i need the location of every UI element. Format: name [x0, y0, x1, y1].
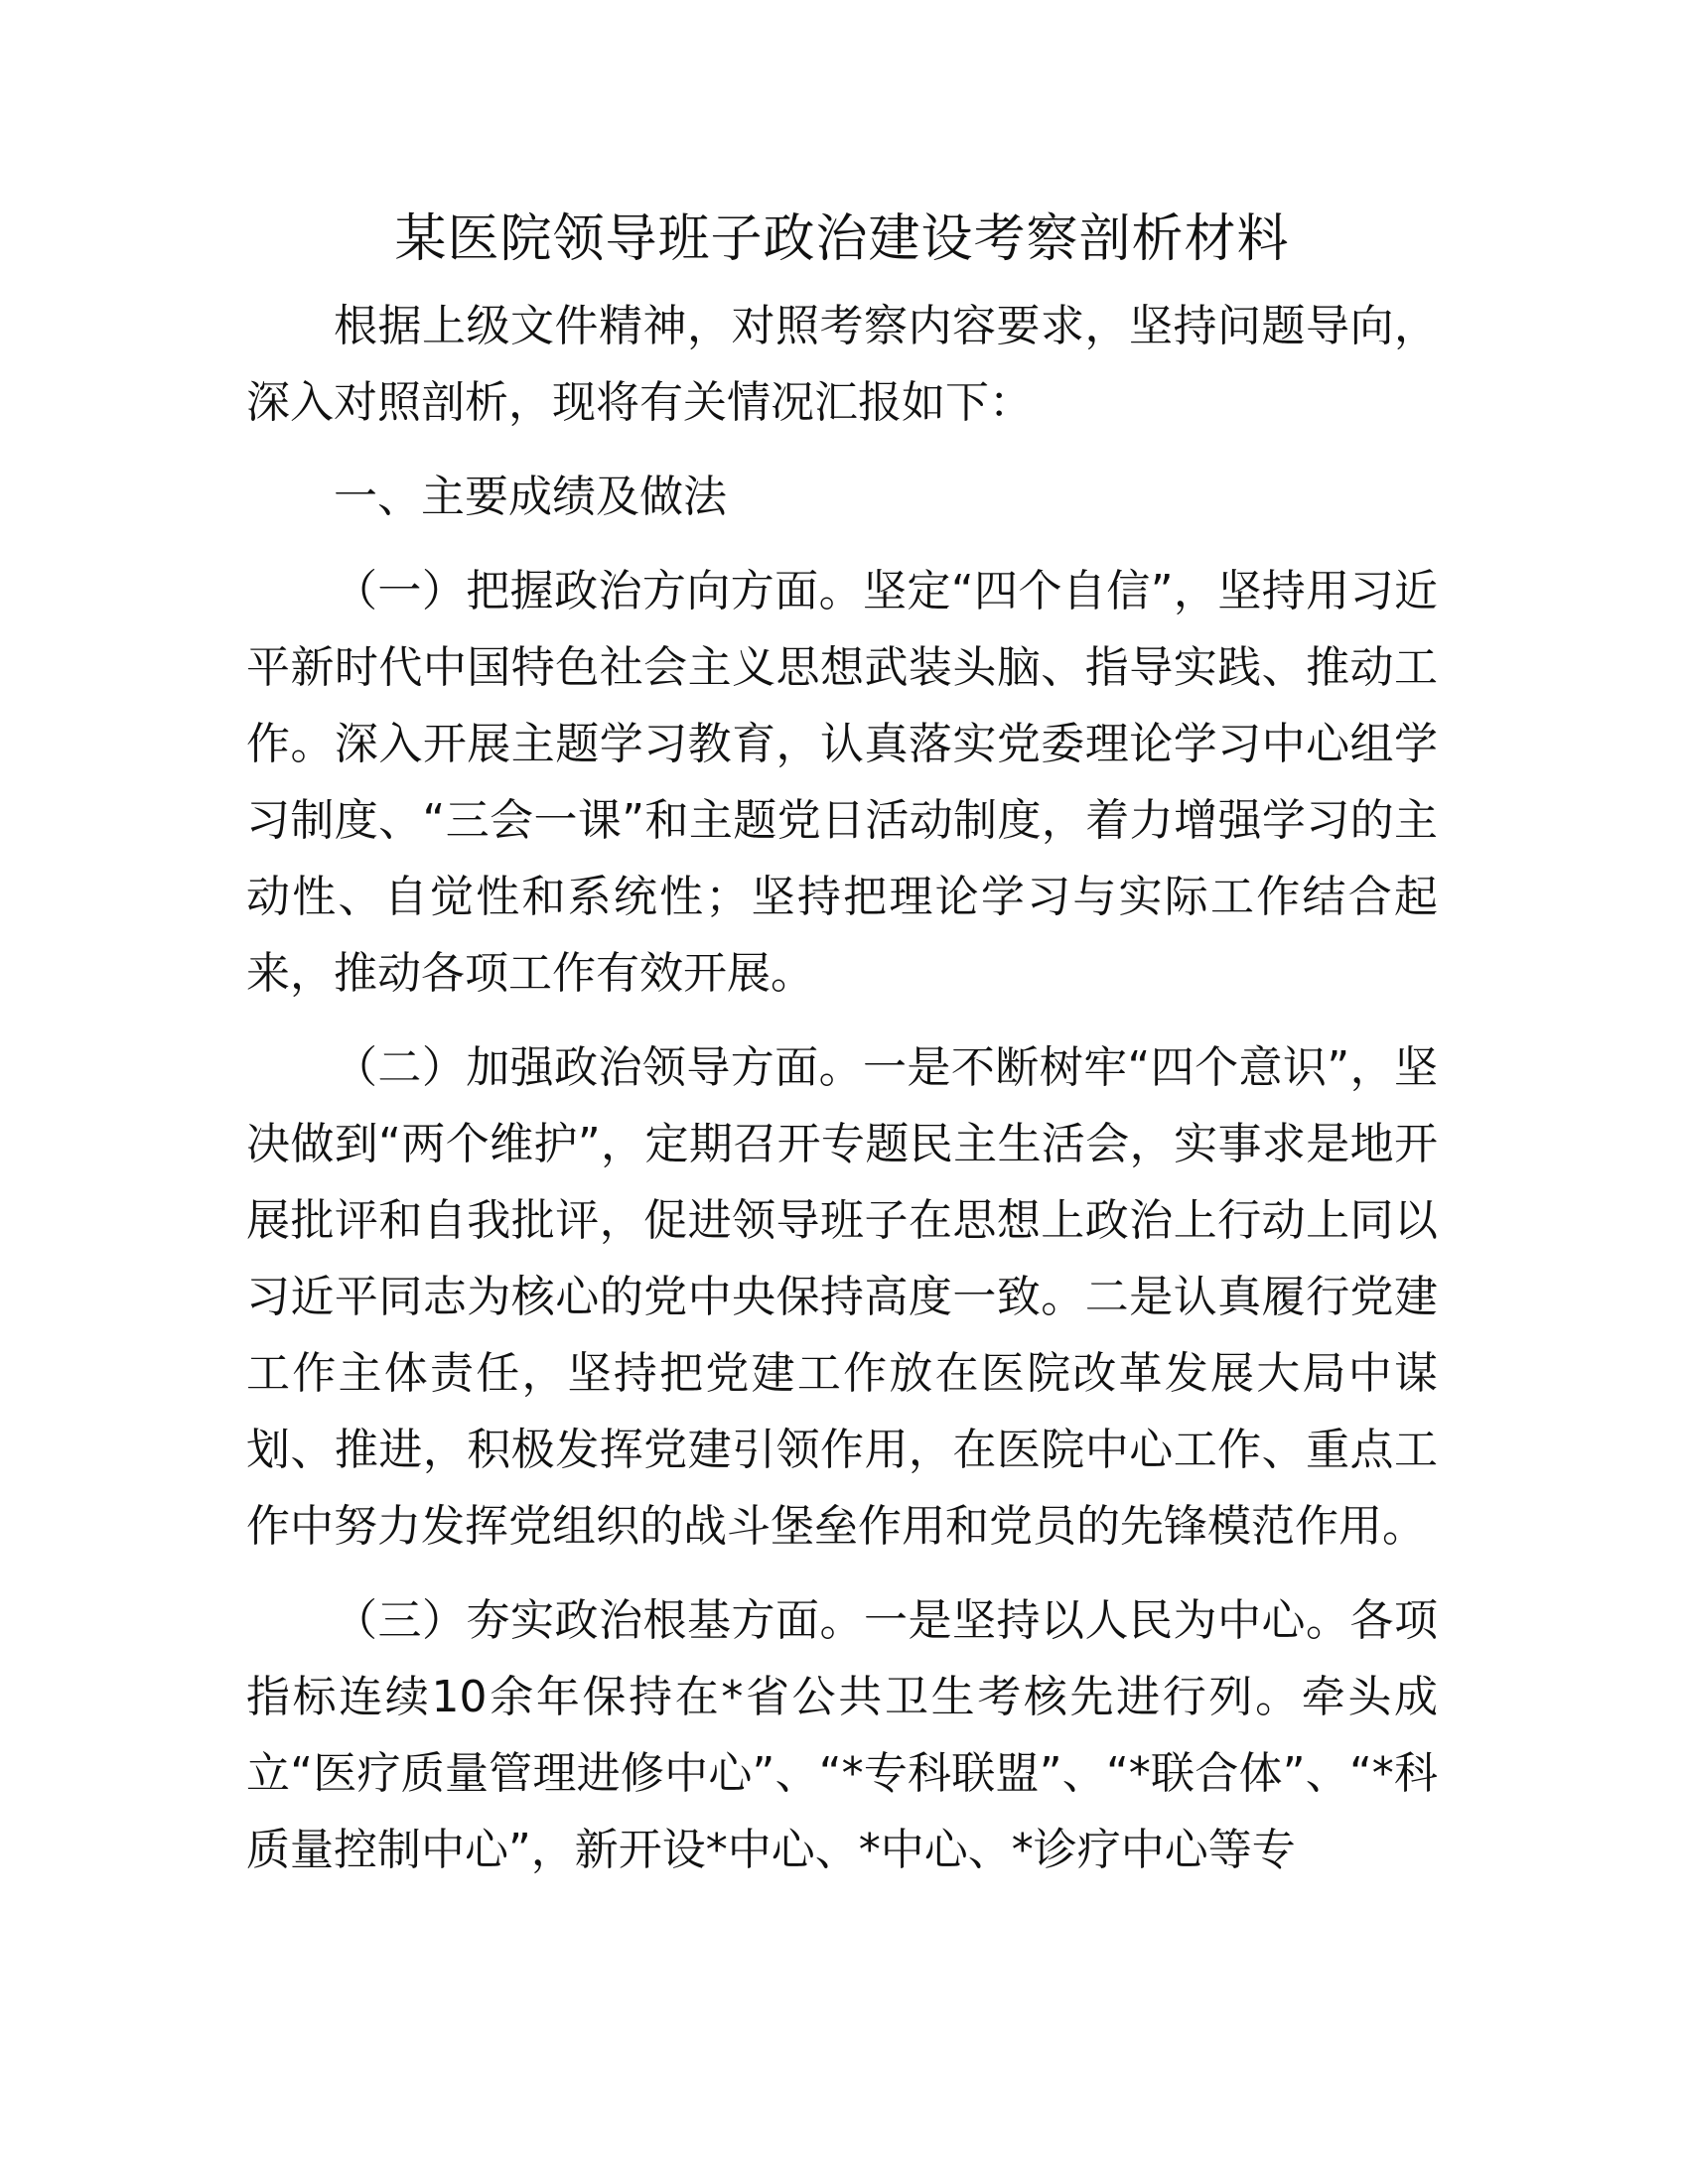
intro-paragraph: 根据上级文件精神，对照考察内容要求，坚持问题导向，深入对照剖析，现将有关情况汇报如下：	[246, 301, 1438, 428]
paragraph-political-leadership: （二）加强政治领导方面。一是不断树牢“四个意识”，坚决做到“两个维护”，定期召开专题民主生活会，实事求是地开展批评和自我批评，促进领导班子在思想上政治上行动上同以习近平同志为核心的党中央保持高度一致。二是认真履行党建工作主体责任，坚持把党建工作放在医院改革发展大局中谋划、推进，积极发挥党建引领作用，在医院中心工作、重点工作中努力发挥党组织的战斗堡垒作用和党员的先锋模范作用。	[246, 1042, 1438, 1552]
document-page	[246, 199, 1438, 1888]
paragraph-political-direction: （一）把握政治方向方面。坚定“四个自信”，坚持用习近平新时代中国特色社会主义思想武装头脑、指导实践、推动工作。深入开展主题学习教育，认真落实党委理论学习中心组学习制度、“三会一课”和主题党日活动制度，着力增强学习的主动性、自觉性和系统性；坚持把理论学习与实际工作结合起来，推动各项工作有效开展。	[246, 566, 1438, 999]
document-title: 某医院领导班子政治建设考察剖析材料	[394, 209, 1290, 269]
section-heading-achievements: 一、主要成绩及做法	[334, 472, 727, 522]
paragraph-political-foundation: （三）夯实政治根基方面。一是坚持以人民为中心。各项指标连续10余年保持在*省公共卫生考核先进行列。牵头成立“医疗质量管理进修中心”、“*专科联盟”、“*联合体”、“*科质量控制中心”，新开设*中心、*中心、*诊疗中心等专	[246, 1595, 1438, 1875]
